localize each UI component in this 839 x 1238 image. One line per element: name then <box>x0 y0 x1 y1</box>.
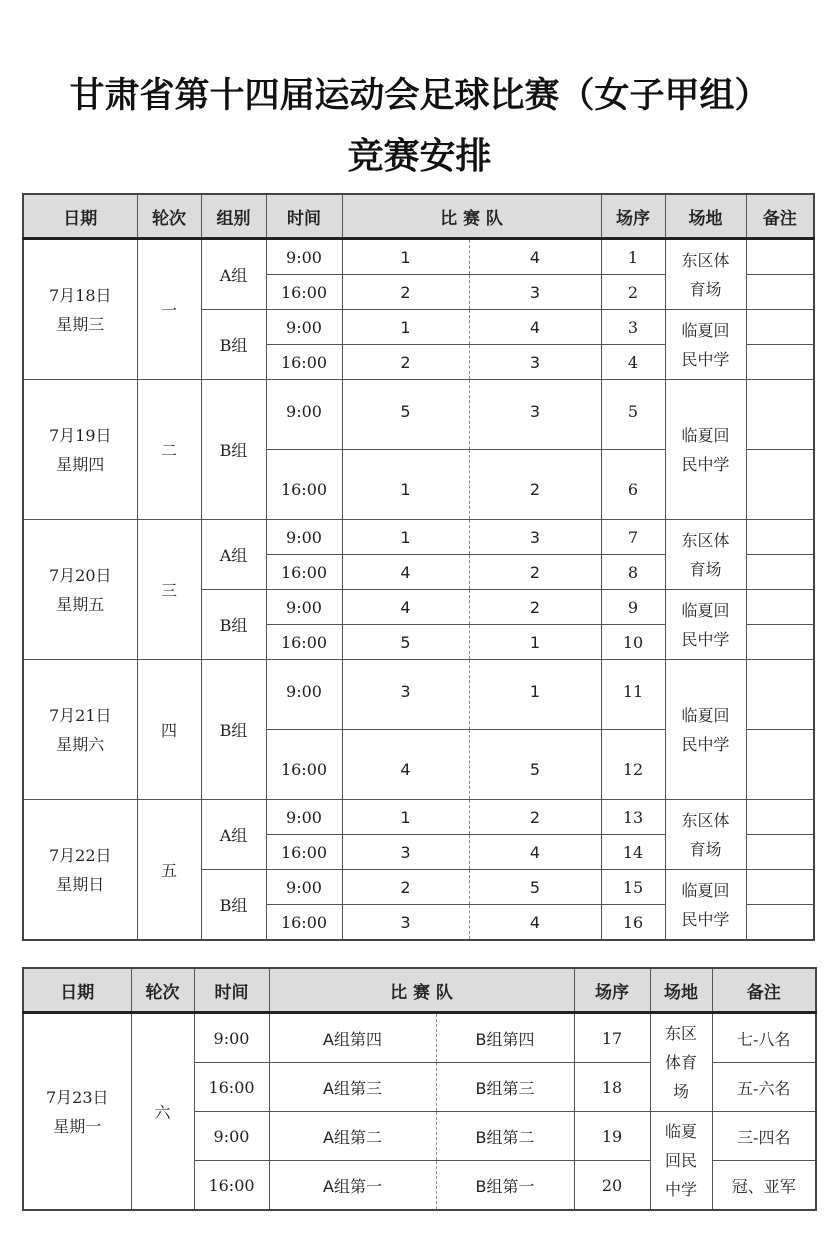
date-cell <box>23 800 137 941</box>
time-cell: 16:00 <box>266 905 342 941</box>
team-a: 3 <box>342 660 469 730</box>
team-b: B组第一 <box>436 1161 574 1211</box>
remark-cell: 七-八名 <box>712 1013 816 1063</box>
remark-cell <box>746 800 814 835</box>
column-header: 组别 <box>201 194 266 239</box>
team-b: B组第四 <box>436 1013 574 1063</box>
remark-cell <box>746 380 814 450</box>
time-cell: 9:00 <box>194 1112 269 1161</box>
schedule-table-group-stage <box>22 193 815 941</box>
venue-cell <box>650 1112 712 1211</box>
team-a: A组第四 <box>269 1013 436 1063</box>
venue-cell <box>665 520 746 590</box>
match-number: 1 <box>601 239 665 275</box>
remark-cell <box>746 660 814 730</box>
remark-cell <box>746 905 814 941</box>
team-a: 1 <box>342 520 469 555</box>
date-cell <box>23 520 137 660</box>
round-cell: 四 <box>137 660 201 800</box>
venue-name: 临夏回民中学 <box>681 880 730 929</box>
team-b: 3 <box>469 520 601 555</box>
group-cell: A组 <box>201 239 266 310</box>
team-a: A组第一 <box>269 1161 436 1211</box>
venue-cell <box>650 1013 712 1112</box>
team-b: 4 <box>469 310 601 345</box>
remark-cell: 冠、亚军 <box>712 1161 816 1211</box>
team-b: 1 <box>469 625 601 660</box>
match-number: 11 <box>601 660 665 730</box>
remark-cell <box>746 275 814 310</box>
team-a: 4 <box>342 730 469 800</box>
remark-cell <box>746 590 814 625</box>
match-number: 18 <box>574 1063 650 1112</box>
team-b: 4 <box>469 835 601 870</box>
time-cell: 9:00 <box>266 590 342 625</box>
match-weekday: 星期日 <box>56 874 105 894</box>
remark-cell <box>746 555 814 590</box>
venue-name: 临夏回民中学 <box>681 425 730 474</box>
team-b: 3 <box>469 345 601 380</box>
column-header: 日期 <box>23 968 131 1013</box>
time-cell: 16:00 <box>266 345 342 380</box>
team-a: 1 <box>342 239 469 275</box>
table-row <box>23 1013 816 1063</box>
remark-cell <box>746 730 814 800</box>
venue-name: 东区体育场 <box>681 250 730 299</box>
table-row <box>23 380 814 450</box>
table-body <box>23 1013 816 1211</box>
column-header: 场地 <box>650 968 712 1013</box>
table-row <box>23 800 814 835</box>
team-b: 5 <box>469 730 601 800</box>
group-cell: A组 <box>201 520 266 590</box>
round-cell: 五 <box>137 800 201 941</box>
match-number: 16 <box>601 905 665 941</box>
venue-name: 临夏回民中学 <box>664 1122 697 1199</box>
remark-cell <box>746 310 814 345</box>
date-cell <box>23 239 137 380</box>
group-cell: B组 <box>201 380 266 520</box>
match-weekday: 星期三 <box>56 314 105 334</box>
time-cell: 9:00 <box>266 239 342 275</box>
round-cell: 二 <box>137 380 201 520</box>
column-header: 场序 <box>601 194 665 239</box>
team-a: 5 <box>342 380 469 450</box>
document-title: 甘肃省第十四届运动会足球比赛（女子甲组） <box>69 76 770 116</box>
time-cell: 16:00 <box>194 1161 269 1211</box>
group-cell: B组 <box>201 310 266 380</box>
match-date: 7月19日 <box>48 425 112 445</box>
time-cell: 16:00 <box>266 835 342 870</box>
time-cell: 9:00 <box>194 1013 269 1063</box>
column-header: 轮次 <box>137 194 201 239</box>
match-number: 14 <box>601 835 665 870</box>
match-weekday: 星期一 <box>53 1116 102 1136</box>
match-date: 7月18日 <box>48 285 112 305</box>
time-cell: 9:00 <box>266 660 342 730</box>
match-number: 2 <box>601 275 665 310</box>
table-row <box>23 239 814 275</box>
team-b: B组第二 <box>436 1112 574 1161</box>
column-header: 场序 <box>574 968 650 1013</box>
remark-cell <box>746 625 814 660</box>
date-cell <box>23 1013 131 1211</box>
venue-cell <box>665 590 746 660</box>
venue-cell <box>665 870 746 941</box>
team-b: 5 <box>469 870 601 905</box>
match-weekday: 星期六 <box>56 734 105 754</box>
match-number: 3 <box>601 310 665 345</box>
match-date: 7月22日 <box>48 845 112 865</box>
time-cell: 16:00 <box>266 625 342 660</box>
match-number: 20 <box>574 1161 650 1211</box>
team-a: 4 <box>342 590 469 625</box>
team-b: 3 <box>469 380 601 450</box>
venue-name: 临夏回民中学 <box>681 320 730 369</box>
team-b: 2 <box>469 555 601 590</box>
match-number: 7 <box>601 520 665 555</box>
column-header: 比 赛 队 <box>269 968 574 1013</box>
time-cell: 16:00 <box>266 555 342 590</box>
team-b: 2 <box>469 800 601 835</box>
venue-name: 临夏回民中学 <box>681 705 730 754</box>
match-weekday: 星期四 <box>56 454 105 474</box>
match-number: 5 <box>601 380 665 450</box>
team-b: 4 <box>469 239 601 275</box>
team-a: 3 <box>342 835 469 870</box>
remark-cell: 五-六名 <box>712 1063 816 1112</box>
venue-cell <box>665 380 746 520</box>
remark-cell <box>746 520 814 555</box>
team-a: 2 <box>342 345 469 380</box>
team-a: 5 <box>342 625 469 660</box>
remark-cell <box>746 239 814 275</box>
time-cell: 16:00 <box>266 275 342 310</box>
remark-cell <box>746 835 814 870</box>
remark-cell <box>746 870 814 905</box>
venue-name: 东区体育场 <box>664 1024 697 1101</box>
column-header: 时间 <box>194 968 269 1013</box>
time-cell: 9:00 <box>266 870 342 905</box>
column-header: 比 赛 队 <box>342 194 601 239</box>
team-a: 1 <box>342 800 469 835</box>
column-header: 备注 <box>746 194 814 239</box>
match-date: 7月21日 <box>48 705 112 725</box>
column-header: 备注 <box>712 968 816 1013</box>
document-subtitle: 竞赛安排 <box>347 136 492 177</box>
match-number: 17 <box>574 1013 650 1063</box>
round-cell: 六 <box>131 1013 194 1211</box>
time-cell: 9:00 <box>266 310 342 345</box>
match-number: 12 <box>601 730 665 800</box>
venue-cell <box>665 660 746 800</box>
column-header: 日期 <box>23 194 137 239</box>
time-cell: 9:00 <box>266 520 342 555</box>
remark-cell: 三-四名 <box>712 1112 816 1161</box>
team-b: 1 <box>469 660 601 730</box>
time-cell: 16:00 <box>266 730 342 800</box>
match-number: 13 <box>601 800 665 835</box>
table-body <box>23 239 814 941</box>
group-cell: A组 <box>201 800 266 870</box>
remark-cell <box>746 450 814 520</box>
round-cell: 三 <box>137 520 201 660</box>
team-a: 1 <box>342 450 469 520</box>
match-date: 7月20日 <box>48 565 112 585</box>
team-a: 2 <box>342 870 469 905</box>
match-number: 8 <box>601 555 665 590</box>
table-row <box>23 520 814 555</box>
venue-name: 东区体育场 <box>681 530 730 579</box>
column-header: 轮次 <box>131 968 194 1013</box>
match-number: 19 <box>574 1112 650 1161</box>
match-number: 9 <box>601 590 665 625</box>
match-number: 15 <box>601 870 665 905</box>
schedule-table-finals <box>22 967 817 1211</box>
venue-cell <box>665 800 746 870</box>
venue-cell <box>665 239 746 310</box>
team-b: B组第三 <box>436 1063 574 1112</box>
group-cell: B组 <box>201 590 266 660</box>
table-row <box>23 660 814 730</box>
header-row <box>23 194 814 239</box>
column-header: 场地 <box>665 194 746 239</box>
venue-name: 东区体育场 <box>681 810 730 859</box>
team-a: 1 <box>342 310 469 345</box>
time-cell: 9:00 <box>266 800 342 835</box>
column-header: 时间 <box>266 194 342 239</box>
group-cell: B组 <box>201 660 266 800</box>
team-a: 4 <box>342 555 469 590</box>
team-b: 3 <box>469 275 601 310</box>
team-a: 3 <box>342 905 469 941</box>
team-a: 2 <box>342 275 469 310</box>
date-cell <box>23 660 137 800</box>
match-weekday: 星期五 <box>56 594 105 614</box>
team-b: 2 <box>469 450 601 520</box>
header-row <box>23 968 816 1013</box>
time-cell: 16:00 <box>266 450 342 520</box>
time-cell: 9:00 <box>266 380 342 450</box>
team-a: A组第二 <box>269 1112 436 1161</box>
venue-name: 临夏回民中学 <box>681 600 730 649</box>
team-b: 2 <box>469 590 601 625</box>
round-cell: 一 <box>137 239 201 380</box>
group-cell: B组 <box>201 870 266 941</box>
time-cell: 16:00 <box>194 1063 269 1112</box>
match-date: 7月23日 <box>45 1087 109 1107</box>
team-a: A组第三 <box>269 1063 436 1112</box>
match-number: 4 <box>601 345 665 380</box>
venue-cell <box>665 310 746 380</box>
remark-cell <box>746 345 814 380</box>
date-cell <box>23 380 137 520</box>
match-number: 6 <box>601 450 665 520</box>
team-b: 4 <box>469 905 601 941</box>
match-number: 10 <box>601 625 665 660</box>
